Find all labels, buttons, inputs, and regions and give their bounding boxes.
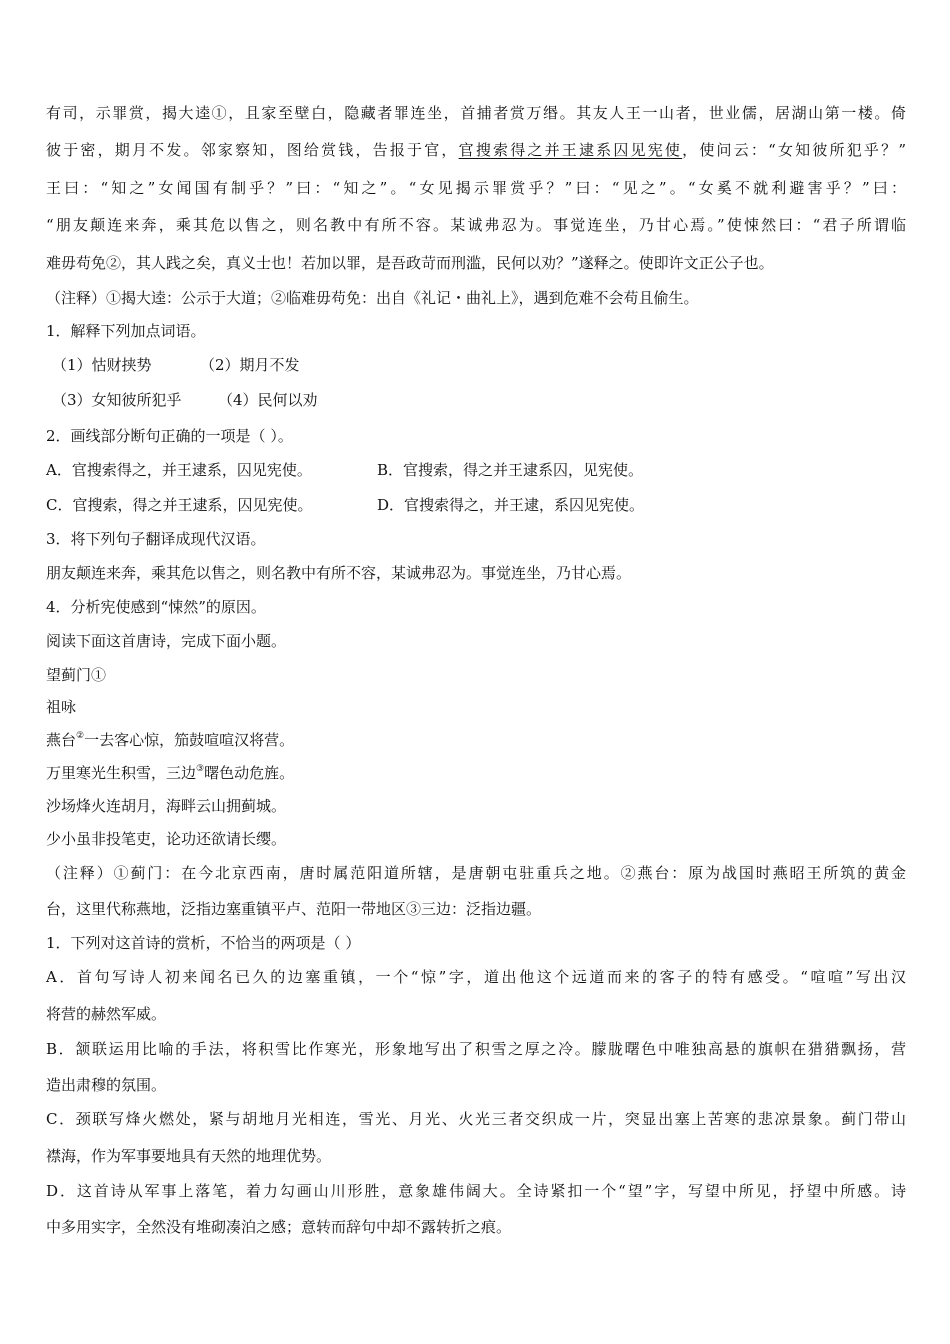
poem-line-2-b: 曙色动危旌。 — [204, 764, 295, 782]
question-1-item-1: （1）怙财挟势 — [52, 356, 152, 374]
question-3-sentence: 朋友颠连来奔，乘其危以售之，则名教中有所不容，某诚弗忍为。事觉连坐，乃甘心焉。 — [46, 564, 632, 582]
passage-line-2-post: ，使问云：“女知彼所犯乎？” — [682, 141, 906, 159]
poem-line-1-a: 燕台 — [46, 731, 77, 749]
option-a-line-1: A．首句写诗人初来闻名已久的边塞重镇，一个“惊”字，道出他这个远道而来的客子的特有感受。“喧喧”写出汉 — [46, 968, 906, 986]
poem-line-2 — [46, 763, 906, 783]
passage-line-4: “朋友颠连来奔，乘其危以售之，则名教中有所不容。某诚弗忍为。事觉连坐，乃甘心焉。”使悚然曰：“君子所谓临 — [46, 216, 906, 234]
option-d-line-2: 中多用实字，全然没有堆砌凑泊之感；意转而辞句中却不露转折之痕。 — [46, 1218, 512, 1236]
option-b-line-1: B．颔联运用比喻的手法，将积雪比作寒光，形象地写出了积雪之厚之冷。朦胧曙色中唯独高悬的旗帜在猎猎飘扬，营 — [46, 1040, 906, 1058]
question-2-option-b: B．官搜索，得之并王逮系囚，见宪使。 — [377, 461, 644, 479]
poem-line-4: 少小虽非投笔吏，论功还欲请长缨。 — [46, 830, 287, 848]
option-b-line-2: 造出肃穆的氛围。 — [46, 1076, 167, 1094]
poem-line-3: 沙场烽火连胡月，海畔云山拥蓟城。 — [46, 797, 287, 815]
passage-line-2-pre: 彼于密，期月不发。邻家察知，图给赏钱，告报于官， — [46, 141, 459, 159]
underlined-sentence: 官搜索得之并王逮系囚见宪使 — [458, 141, 683, 159]
option-c-line-2: 襟海，作为军事要地具有天然的地理优势。 — [46, 1147, 332, 1165]
passage-line-5: 难毋苟免②，其人践之矣，真义士也！若加以罪，是吾政苛而刑滥，民何以劝？”遂释之。使即许文正公子也。 — [46, 254, 774, 272]
option-a-line-2: 将营的赫然军威。 — [46, 1005, 167, 1023]
option-c-line-1: C．颈联写烽火燃处，紧与胡地月光相连，雪光、月光、火光三者交织成一片，突显出塞上苦寒的悲凉景象。蓟门带山 — [46, 1110, 906, 1128]
passage-line-2 — [46, 140, 906, 160]
poem-intro: 阅读下面这首唐诗，完成下面小题。 — [46, 632, 287, 650]
poem-line-2-a: 万里寒光生积雪，三边 — [46, 764, 197, 782]
poem-title: 望蓟门① — [46, 666, 107, 684]
question-1-item-3: （3）女知彼所犯乎 — [52, 391, 182, 409]
poem-author: 祖咏 — [46, 698, 77, 716]
question-2-option-c: C．官搜索，得之并王逮系，囚见宪使。 — [46, 496, 313, 514]
poem-line-1 — [46, 730, 906, 750]
poem-note-line-1: （注释）①蓟门：在今北京西南，唐时属范阳道所辖，是唐朝屯驻重兵之地。②燕台：原为战国时燕昭王所筑的黄金 — [46, 864, 906, 882]
question-1-item-2: （2）期月不发 — [200, 356, 300, 374]
poem-note-line-2: 台，这里代称燕地，泛指边塞重镇平卢、范阳一带地区③三边：泛指边疆。 — [46, 900, 542, 918]
question-1: 1．解释下列加点词语。 — [46, 322, 206, 340]
question-1-item-4: （4）民何以劝 — [218, 391, 318, 409]
question-4: 4．分析宪使感到“悚然”的原因。 — [46, 598, 266, 616]
poem-question-1: 1．下列对这首诗的赏析，不恰当的两项是（ ） — [46, 934, 361, 952]
passage-line-1: 有司，示罪赏，揭大逵①，且家至壁白，隐藏者罪连坐，首捕者赏万缗。其友人王一山者，世业儒，居湖山第一楼。倚 — [46, 104, 906, 122]
question-3: 3．将下列句子翻译成现代汉语。 — [46, 530, 266, 548]
passage-line-3: 王曰：“知之”女闻国有制乎？”曰：“知之”。“女见揭示罪赏乎？”曰：“见之”。“女奚不就利避害乎？”曰： — [46, 179, 906, 197]
poem-line-1-b: 一去客心惊，笳鼓喧喧汉将营。 — [84, 731, 295, 749]
question-2-option-d: D．官搜索得之，并王逮，系囚见宪使。 — [377, 496, 645, 514]
footnote-mark: ② — [76, 731, 85, 741]
passage-note: （注释）①揭大逵：公示于大道；②临难毋苟免：出自《礼记・曲礼上》，遇到危难不会苟且偷生。 — [46, 289, 699, 307]
footnote-mark: ③ — [196, 764, 205, 774]
question-2: 2．画线部分断句正确的一项是（ ）。 — [46, 427, 293, 445]
option-d-line-1: D．这首诗从军事上落笔，着力勾画山川形胜，意象雄伟阔大。全诗紧扣一个“望”字，写望中所见，抒望中所感。诗 — [46, 1182, 906, 1200]
question-2-option-a: A．官搜索得之，并王逮系，囚见宪使。 — [46, 461, 312, 479]
